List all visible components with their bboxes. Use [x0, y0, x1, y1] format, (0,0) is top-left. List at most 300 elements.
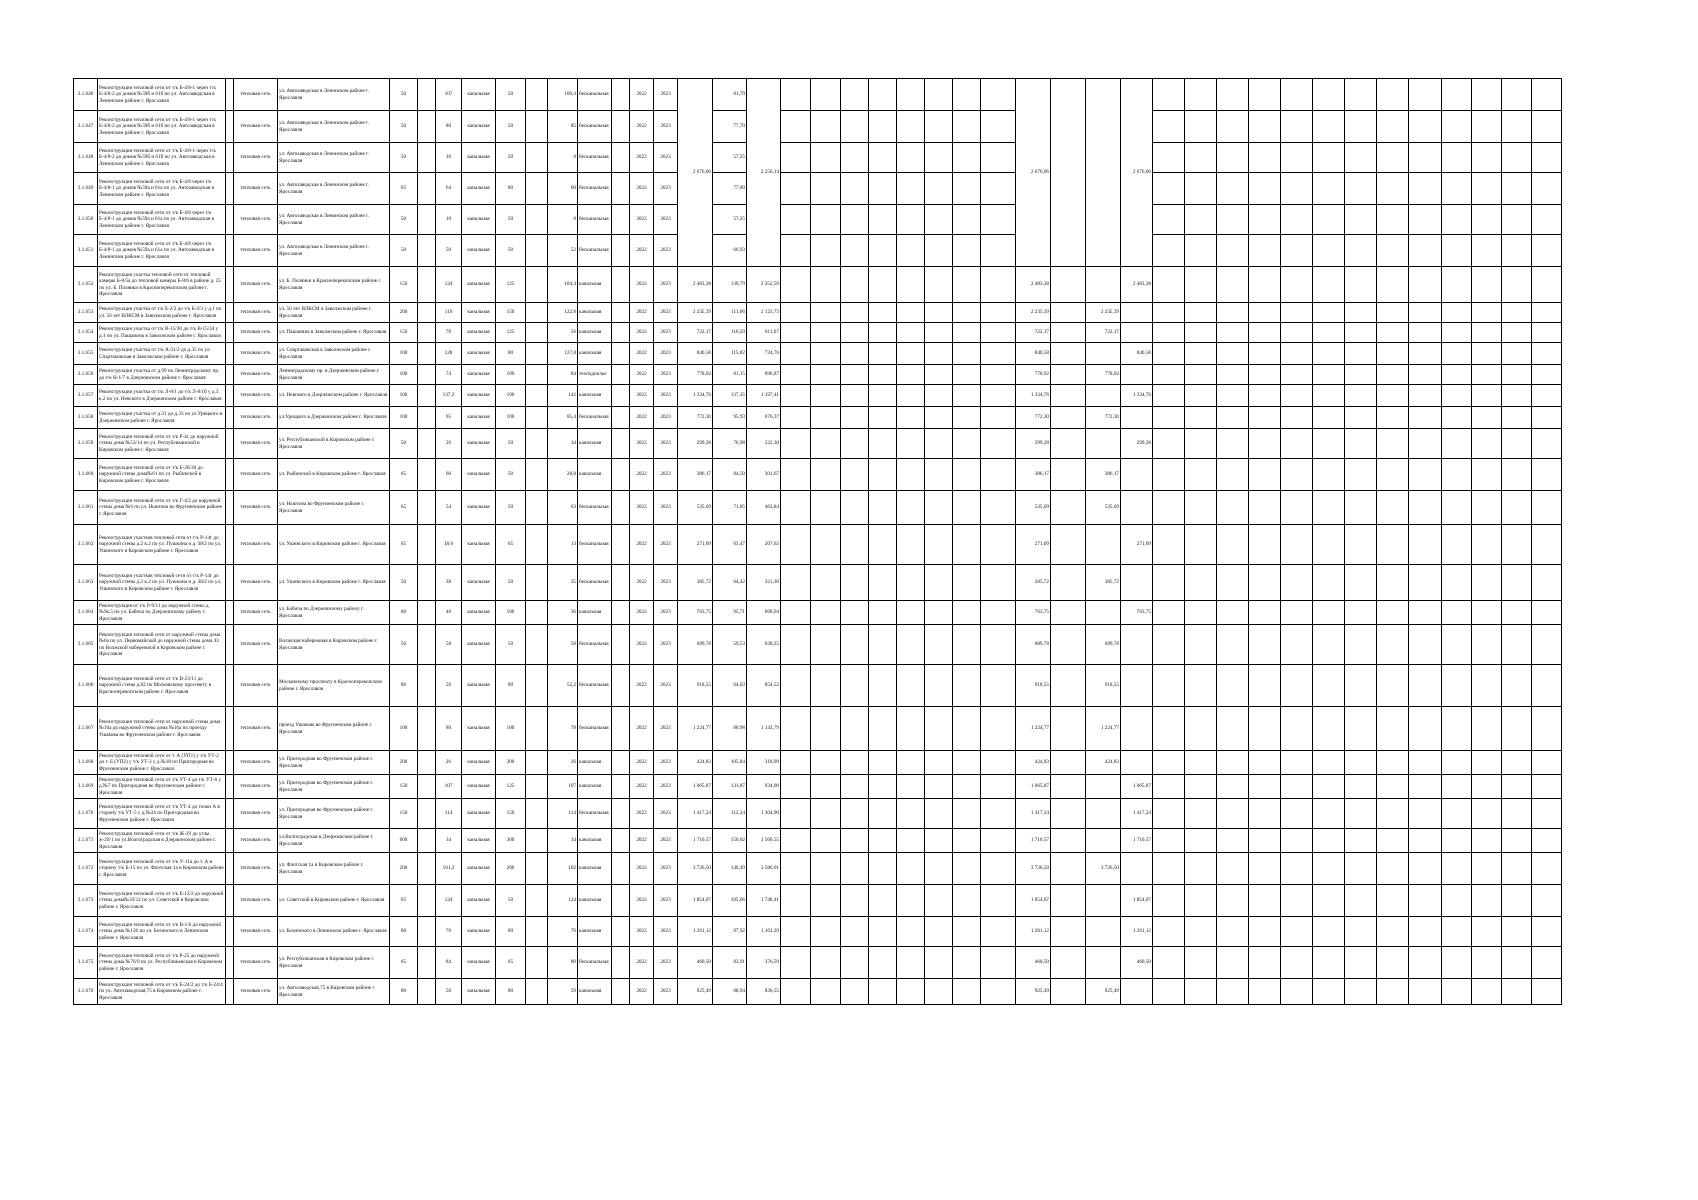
length-before-cell: 107: [436, 775, 462, 799]
blank-cell: [612, 407, 630, 429]
laying-type-before-cell: канальная: [462, 343, 496, 365]
network-type-cell: тепловая сеть: [234, 751, 278, 775]
financing-total-cell: 1 710,57: [1016, 829, 1051, 853]
start-year-cell: 2022: [630, 625, 654, 665]
project-name-cell: Реконструкция тепловой сети от т/к Б-24/2 до т/к Б-24/4 по ул. Автозаводская,75 в Кировском районе г. Ярославля: [98, 979, 226, 1005]
length-before-cell: 114: [436, 799, 462, 829]
blank-cell: [1532, 829, 1562, 853]
address-cell: ул. Б. Полянки в Красноперекопском районе г. Ярославля: [278, 267, 390, 303]
project-name-cell: Реконструкция участков тепловой сети от т/к Р-14г до наружной стены д.2 к.2 по ул. Пушкина и д. 38/2 по ул. Ушинского в Кировском районе г. Ярославля: [98, 525, 226, 565]
blank-cell: [925, 235, 953, 267]
blank-cell: [1217, 853, 1249, 885]
end-year-cell: 2023: [654, 459, 678, 491]
blank-cell: [1472, 235, 1502, 267]
blank-cell: [1281, 525, 1313, 565]
blank-cell: [841, 173, 869, 205]
blank-cell: [897, 775, 925, 799]
blank-cell: [897, 267, 925, 303]
blank-cell: [1153, 829, 1185, 853]
end-year-cell: 2023: [654, 267, 678, 303]
table-row: [74, 853, 1562, 885]
blank-cell: [1313, 79, 1345, 111]
total-cost-cell: 778,02: [678, 365, 713, 385]
blank-cell: [1249, 565, 1281, 601]
design-cost-cell: 71,85: [713, 491, 747, 525]
length-after-cell: 104,4: [548, 267, 578, 303]
blank-cell: [612, 525, 630, 565]
blank-cell: [1442, 853, 1472, 885]
blank-cell: [1502, 385, 1532, 407]
blank-cell: [1532, 525, 1562, 565]
blank-cell: [841, 707, 869, 751]
length-before-cell: 38: [436, 565, 462, 601]
blank-cell: [781, 303, 811, 323]
diameter-after-cell: 300: [496, 829, 526, 853]
blank-cell: [953, 173, 981, 205]
diameter-before-cell: 100: [390, 707, 418, 751]
blank-cell: [418, 979, 436, 1005]
blank-cell: [1409, 829, 1442, 853]
blank-cell: [1502, 829, 1532, 853]
blank-cell: [1313, 385, 1345, 407]
financing-total-cell: 460,50: [1016, 947, 1051, 979]
blank-cell: [1442, 79, 1472, 111]
laying-type-before-cell: канальная: [462, 707, 496, 751]
financing-2022-cell: [1086, 947, 1121, 979]
blank-cell: [612, 565, 630, 601]
diameter-after-cell: 100: [496, 407, 526, 429]
blank-cell: [811, 235, 841, 267]
design-cost-cell: 95,71: [713, 601, 747, 625]
diameter-after-cell: 50: [496, 459, 526, 491]
blank-cell: [526, 979, 548, 1005]
blank-cell: [1442, 111, 1472, 143]
blank-cell: [418, 601, 436, 625]
blank-cell: [811, 665, 841, 707]
start-year-cell: 2022: [630, 303, 654, 323]
blank-cell: [869, 979, 897, 1005]
diameter-after-cell: 200: [496, 853, 526, 885]
blank-cell: [1153, 385, 1185, 407]
end-year-cell: 2023: [654, 601, 678, 625]
blank-cell: [1502, 853, 1532, 885]
blank-cell: [1409, 173, 1442, 205]
blank-cell: [1281, 625, 1313, 665]
financing-total-cell: 1 334,76: [1016, 385, 1051, 407]
blank-cell: [953, 885, 981, 917]
blank-cell: [1502, 565, 1532, 601]
diameter-after-cell: 80: [496, 173, 526, 205]
laying-type-before-cell: канальная: [462, 665, 496, 707]
blank-cell: [841, 665, 869, 707]
blank-cell: [1185, 775, 1217, 799]
blank-cell: [1409, 947, 1442, 979]
blank-cell: [811, 525, 841, 565]
blank-cell: [1249, 979, 1281, 1005]
blank-cell: [781, 775, 811, 799]
blank-cell: [953, 917, 981, 947]
financing-2023-cell: 2 676,06: [1121, 79, 1153, 267]
blank-cell: [1345, 917, 1377, 947]
address-cell: ул. Ушинского в Кировском районе г. Ярославля: [278, 565, 390, 601]
blank-cell: [1345, 429, 1377, 459]
network-type-cell: тепловая сеть: [234, 979, 278, 1005]
start-year-cell: 2022: [630, 525, 654, 565]
blank-cell: [418, 525, 436, 565]
blank-cell: [1409, 267, 1442, 303]
blank-cell: [1185, 917, 1217, 947]
length-after-cell: 102: [548, 853, 578, 885]
length-after-cell: 142: [548, 385, 578, 407]
blank-cell: [1345, 665, 1377, 707]
end-year-cell: 2023: [654, 111, 678, 143]
blank-cell: [1051, 323, 1086, 343]
blank-cell: [869, 917, 897, 947]
blank-cell: [869, 775, 897, 799]
blank-cell: [953, 343, 981, 365]
start-year-cell: 2022: [630, 79, 654, 111]
laying-type-before-cell: канальная: [462, 979, 496, 1005]
start-year-cell: 2022: [630, 565, 654, 601]
address-cell: ул. Республиканской в Кировском районе г. Ярославля: [278, 429, 390, 459]
blank-cell: [526, 853, 548, 885]
financing-2023-cell: 1 710,57: [1121, 829, 1153, 853]
total-cost-cell: 2 235,39: [678, 303, 713, 323]
blank-cell: [1532, 79, 1562, 111]
address-cell: ул. Невского в Дзержинском районе г. Ярославля: [278, 385, 390, 407]
blank-cell: [226, 111, 234, 143]
blank-cell: [1185, 799, 1217, 829]
blank-cell: [1532, 111, 1562, 143]
blank-cell: [1345, 525, 1377, 565]
blank-cell: [1217, 751, 1249, 775]
blank-cell: [981, 829, 1016, 853]
blank-cell: [841, 267, 869, 303]
blank-cell: [1153, 323, 1185, 343]
blank-cell: [1409, 365, 1442, 385]
blank-cell: [1345, 799, 1377, 829]
address-cell: проезд Ушакова во Фрунзенском районе г. Ярославля: [278, 707, 390, 751]
blank-cell: [1442, 407, 1472, 429]
construction-cost-cell: 1 304,90: [747, 799, 781, 829]
blank-cell: [1313, 751, 1345, 775]
length-before-cell: 34: [436, 829, 462, 853]
blank-cell: [1153, 111, 1185, 143]
project-name-cell: Реконструкция участка от т/к Л-8/1 до т/к Л-8/1б у д.3 к.2 по ул. Невского в Дзержинском районе г. Ярославля: [98, 385, 226, 407]
blank-cell: [811, 775, 841, 799]
financing-2022-cell: [1086, 829, 1121, 853]
design-cost-cell: 110,50: [713, 323, 747, 343]
blank-cell: [1185, 365, 1217, 385]
investment-program-table: [73, 78, 1562, 1005]
diameter-before-cell: 65: [390, 459, 418, 491]
blank-cell: [841, 205, 869, 235]
start-year-cell: 2022: [630, 365, 654, 385]
total-cost-cell: 2 676,06: [678, 79, 713, 267]
laying-type-before-cell: канальная: [462, 525, 496, 565]
blank-cell: [1051, 343, 1086, 365]
blank-cell: [418, 853, 436, 885]
blank-cell: [226, 173, 234, 205]
end-year-cell: 2023: [654, 565, 678, 601]
blank-cell: [1472, 303, 1502, 323]
blank-cell: [981, 459, 1016, 491]
financing-2022-cell: 535,69: [1086, 491, 1121, 525]
laying-type-before-cell: канальная: [462, 235, 496, 267]
blank-cell: [897, 143, 925, 173]
design-cost-cell: 64,42: [713, 565, 747, 601]
total-cost-cell: 271,09: [678, 525, 713, 565]
table-row: [74, 565, 1562, 601]
diameter-before-cell: 100: [390, 365, 418, 385]
laying-type-before-cell: канальная: [462, 111, 496, 143]
blank-cell: [869, 525, 897, 565]
blank-cell: [1377, 947, 1409, 979]
blank-cell: [1377, 343, 1409, 365]
blank-cell: [1442, 235, 1472, 267]
blank-cell: [1472, 751, 1502, 775]
blank-cell: [1185, 491, 1217, 525]
blank-cell: [781, 323, 811, 343]
diameter-after-cell: 200: [496, 751, 526, 775]
blank-cell: [925, 491, 953, 525]
total-cost-cell: 689,78: [678, 625, 713, 665]
start-year-cell: 2022: [630, 111, 654, 143]
network-type-cell: тепловая сеть: [234, 143, 278, 173]
blank-cell: [953, 267, 981, 303]
laying-type-after-cell: бесканальная: [578, 565, 612, 601]
blank-cell: [869, 885, 897, 917]
blank-cell: [1532, 751, 1562, 775]
blank-cell: [1313, 365, 1345, 385]
construction-cost-cell: 318,99: [747, 751, 781, 775]
blank-cell: [1532, 565, 1562, 601]
total-cost-cell: 424,83: [678, 751, 713, 775]
blank-cell: [1442, 565, 1472, 601]
blank-cell: [1377, 303, 1409, 323]
blank-cell: [612, 235, 630, 267]
blank-cell: [1313, 111, 1345, 143]
blank-cell: [1377, 205, 1409, 235]
design-cost-cell: 84,50: [713, 459, 747, 491]
blank-cell: [1532, 853, 1562, 885]
blank-cell: [418, 205, 436, 235]
financing-2023-cell: 1 334,76: [1121, 385, 1153, 407]
length-after-cell: 59: [548, 979, 578, 1005]
blank-cell: [981, 525, 1016, 565]
blank-cell: [1532, 601, 1562, 625]
blank-cell: [1185, 111, 1217, 143]
table-row: [74, 267, 1562, 303]
address-cell: ул.Урицкого в Дзержинском районе г. Ярославля: [278, 407, 390, 429]
blank-cell: [953, 491, 981, 525]
project-name-cell: Реконструкция тепловой сети от т/к УТ-4 до т/к УТ-6 у д.№7 по Пригородная во Фрунзенском районе г. Ярославля: [98, 775, 226, 799]
blank-cell: [1185, 601, 1217, 625]
project-name-cell: Реконструкция тепловой сети от т/к Б-4/8-1 через т/к Б-4/8-2 до домов №59б и 61б по ул. Автозаводская в Ленинском районе г. Ярославля: [98, 111, 226, 143]
financing-2023-cell: 1 261,12: [1121, 917, 1153, 947]
length-before-cell: 137,2: [436, 385, 462, 407]
blank-cell: [1249, 917, 1281, 947]
blank-cell: [1217, 323, 1249, 343]
blank-cell: [1472, 111, 1502, 143]
total-cost-cell: 840,58: [678, 343, 713, 365]
blank-cell: [1051, 565, 1086, 601]
project-name-cell: Реконструкция участка от т/к В-15/30 до т/к В-15/34 у д.1 по ул. Пашанина в Заволжском районе г. Ярославля: [98, 323, 226, 343]
blank-cell: [1345, 601, 1377, 625]
address-cell: ул. Пригородная во Фрунзенском районе г. Ярославля: [278, 751, 390, 775]
total-cost-cell: 1 417,24: [678, 799, 713, 829]
financing-2023-cell: [1121, 323, 1153, 343]
blank-cell: [781, 235, 811, 267]
blank-cell: [1051, 365, 1086, 385]
total-cost-cell: 1 065,87: [678, 775, 713, 799]
table-row: [74, 751, 1562, 775]
blank-cell: [1409, 885, 1442, 917]
total-cost-cell: 299,28: [678, 429, 713, 459]
end-year-cell: 2023: [654, 775, 678, 799]
diameter-after-cell: 125: [496, 267, 526, 303]
project-name-cell: Реконструкция тепловой сети от т/к У-11а до т. А в сторону т/к Б-15 по ул. Флотская 1а в Кировском районе г. Ярославля: [98, 853, 226, 885]
blank-cell: [612, 625, 630, 665]
total-cost-cell: 918,55: [678, 665, 713, 707]
blank-cell: [981, 979, 1016, 1005]
blank-cell: [1532, 365, 1562, 385]
start-year-cell: 2022: [630, 829, 654, 853]
blank-cell: [811, 365, 841, 385]
financing-2022-cell: [1086, 267, 1121, 303]
blank-cell: [612, 601, 630, 625]
blank-cell: [418, 303, 436, 323]
blank-cell: [869, 173, 897, 205]
blank-cell: [1313, 799, 1345, 829]
blank-cell: [981, 565, 1016, 601]
network-type-cell: тепловая сеть: [234, 491, 278, 525]
blank-cell: [1281, 205, 1313, 235]
blank-cell: [1313, 267, 1345, 303]
address-cell: ул. Автозаводская в Ленинском районе г. Ярославля: [278, 235, 390, 267]
blank-cell: [1409, 665, 1442, 707]
blank-cell: [781, 799, 811, 829]
blank-cell: [1502, 491, 1532, 525]
blank-cell: [1442, 885, 1472, 917]
blank-cell: [897, 565, 925, 601]
blank-cell: [1281, 459, 1313, 491]
row-number-cell: 3.1.654: [74, 323, 98, 343]
financing-2023-cell: [1121, 565, 1153, 601]
blank-cell: [1153, 525, 1185, 565]
length-before-cell: 124: [436, 885, 462, 917]
start-year-cell: 2022: [630, 323, 654, 343]
blank-cell: [1153, 143, 1185, 173]
network-type-cell: тепловая сеть: [234, 565, 278, 601]
diameter-before-cell: 50: [390, 429, 418, 459]
design-cost-cell: 111,66: [713, 303, 747, 323]
total-cost-cell: 772,30: [678, 407, 713, 429]
start-year-cell: 2022: [630, 343, 654, 365]
blank-cell: [526, 111, 548, 143]
design-cost-cell: 130,79: [713, 267, 747, 303]
blank-cell: [418, 829, 436, 853]
blank-cell: [226, 429, 234, 459]
blank-cell: [925, 625, 953, 665]
blank-cell: [1153, 429, 1185, 459]
length-before-cell: 10: [436, 205, 462, 235]
blank-cell: [1217, 565, 1249, 601]
blank-cell: [1345, 775, 1377, 799]
blank-cell: [1502, 601, 1532, 625]
construction-cost-cell: 3 586,01: [747, 853, 781, 885]
blank-cell: [1185, 947, 1217, 979]
laying-type-after-cell: канальная: [578, 385, 612, 407]
blank-cell: [226, 853, 234, 885]
blank-cell: [612, 751, 630, 775]
blank-cell: [841, 625, 869, 665]
construction-cost-cell: 207,62: [747, 525, 781, 565]
blank-cell: [811, 625, 841, 665]
design-cost-cell: 66,93: [713, 235, 747, 267]
blank-cell: [1502, 407, 1532, 429]
diameter-before-cell: 200: [390, 303, 418, 323]
blank-cell: [1377, 429, 1409, 459]
blank-cell: [1249, 751, 1281, 775]
blank-cell: [1442, 173, 1472, 205]
length-after-cell: 56: [548, 323, 578, 343]
blank-cell: [1502, 525, 1532, 565]
diameter-before-cell: 65: [390, 885, 418, 917]
table-row: [74, 707, 1562, 751]
blank-cell: [953, 853, 981, 885]
row-number-cell: 3.1.652: [74, 267, 98, 303]
design-cost-cell: 63,47: [713, 525, 747, 565]
blank-cell: [226, 205, 234, 235]
design-cost-cell: 59,53: [713, 625, 747, 665]
length-after-cell: 60: [548, 173, 578, 205]
diameter-after-cell: 50: [496, 565, 526, 601]
length-after-cell: 78: [548, 707, 578, 751]
blank-cell: [981, 407, 1016, 429]
row-number-cell: 3.1.666: [74, 665, 98, 707]
blank-cell: [981, 947, 1016, 979]
blank-cell: [897, 491, 925, 525]
blank-cell: [897, 385, 925, 407]
blank-cell: [897, 303, 925, 323]
blank-cell: [869, 79, 897, 111]
total-cost-cell: 386,17: [678, 459, 713, 491]
row-number-cell: 3.1.663: [74, 565, 98, 601]
diameter-after-cell: 50: [496, 235, 526, 267]
blank-cell: [1532, 665, 1562, 707]
financing-2022-cell: [1086, 79, 1121, 267]
project-name-cell: Реконструкция тепловой сети от т/к Б-4/8 через т/к Б-4/8-1 до домов №59а и 61а по ул. Автозаводская в Ленинском районе г. Ярославля: [98, 205, 226, 235]
blank-cell: [1051, 751, 1086, 775]
end-year-cell: 2023: [654, 407, 678, 429]
address-cell: ул. Автозаводская в Ленинском районе г. Ярославля: [278, 143, 390, 173]
financing-total-cell: 778,02: [1016, 365, 1051, 385]
blank-cell: [1249, 385, 1281, 407]
table-row: [74, 235, 1562, 267]
blank-cell: [925, 407, 953, 429]
blank-cell: [1217, 885, 1249, 917]
laying-type-after-cell: канальная: [578, 775, 612, 799]
financing-total-cell: 385,72: [1016, 565, 1051, 601]
blank-cell: [1532, 173, 1562, 205]
blank-cell: [1377, 601, 1409, 625]
blank-cell: [897, 947, 925, 979]
blank-cell: [1249, 267, 1281, 303]
blank-cell: [1442, 205, 1472, 235]
blank-cell: [612, 799, 630, 829]
diameter-before-cell: 50: [390, 625, 418, 665]
